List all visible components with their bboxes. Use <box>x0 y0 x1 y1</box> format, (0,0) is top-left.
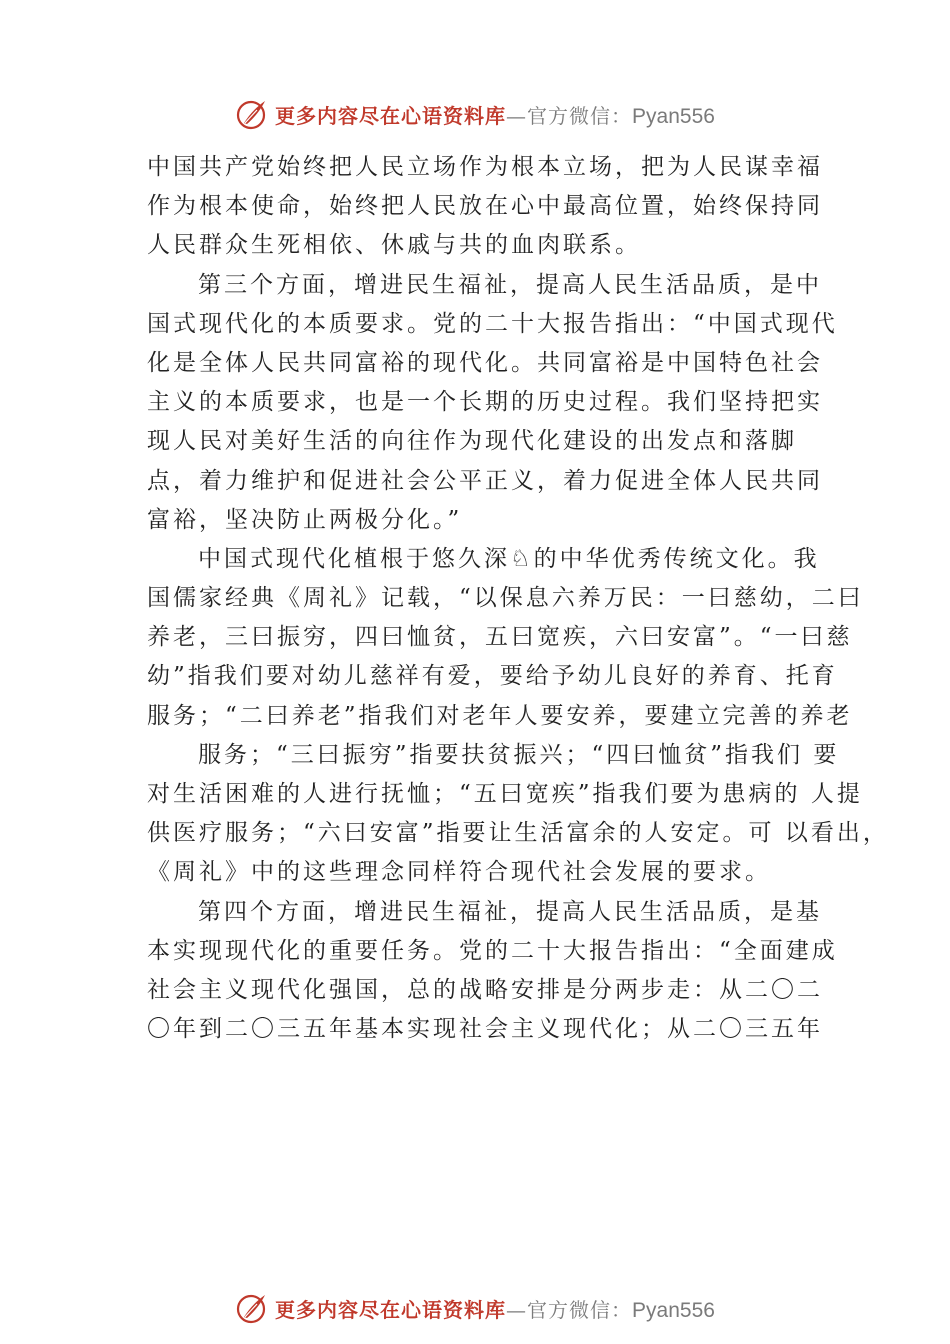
text-line: 供医疗服务；“六曰安富”指要让生活富余的人安定。可 以看出， <box>147 820 889 847</box>
text-line: 服务；“二曰养老”指我们对老年人要安养，要建立完善的养老 <box>147 702 853 729</box>
text-line: 第三个方面，增进民生福祉，提高人民生活品质，是中 <box>198 271 822 298</box>
banner-wechat-label: 官方微信： <box>527 103 633 128</box>
text-line: 第四个方面，增进民生福祉，提高人民生活品质，是基 <box>198 898 822 925</box>
text-line: 现人民对美好生活的向往作为现代化建设的出发点和落脚 <box>147 428 797 455</box>
text-line: 主义的本质要求，也是一个长期的历史过程。我们坚持把实 <box>147 389 823 416</box>
banner-separator: — <box>506 1297 528 1322</box>
text-line: 本实现现代化的重要任务。党的二十大报告指出：“全面建成 <box>147 937 838 964</box>
text-line: 中国共产党始终把人民立场作为根本立场，把为人民谋幸福 <box>147 154 823 180</box>
text-line: 国式现代化的本质要求。党的二十大报告指出：“中国式现代 <box>147 310 838 337</box>
banner-brand-text: 更多内容尽在心语资料库 <box>275 1297 507 1322</box>
text-line: 点，着力维护和促进社会公平正义，着力促进全体人民共同 <box>147 467 823 494</box>
text-line: 国儒家经典《周礼》记载，“以保息六养万民：一曰慈幼，二曰 <box>147 585 864 612</box>
quill-pen-logo-icon <box>235 97 269 131</box>
footer-banner <box>0 1286 950 1330</box>
banner-wechat-id: Pyan556 <box>632 1298 715 1322</box>
text-line: 〇年到二〇三五年基本实现社会主义现代化；从二〇三五年 <box>147 1016 823 1043</box>
banner-wechat-id: Pyan556 <box>632 104 715 128</box>
text-line: 化是全体人民共同富裕的现代化。共同富裕是中国特色社会 <box>147 349 823 376</box>
text-line: 《周礼》中的这些理念同样符合现代社会发展的要求。 <box>147 859 771 886</box>
banner-brand-text: 更多内容尽在心语资料库 <box>275 103 507 128</box>
text-line: 中国式现代化植根于悠久深♘的中华优秀传统文化。我 <box>198 545 820 572</box>
banner-wechat-label: 官方微信： <box>527 1297 633 1322</box>
text-line: 幼”指我们要对幼儿慈祥有爱，要给予幼儿良好的养育、托育 <box>147 663 838 690</box>
document-body <box>147 148 889 1049</box>
text-line: 富裕，坚决防止两极分化。” <box>147 506 463 533</box>
text-line: 社会主义现代化强国，总的战略安排是分两步走：从二〇二 <box>147 976 823 1003</box>
text-line: 人民群众生死相依、休戚与共的血肉联系。 <box>147 232 641 259</box>
text-line: 对生活困难的人进行抚恤；“五曰宽疾”指我们要为患病的 人提 <box>147 781 863 807</box>
text-line: 作为根本使命，始终把人民放在心中最高位置，始终保持同 <box>147 193 823 220</box>
header-banner <box>0 92 950 136</box>
banner-separator: — <box>506 103 528 128</box>
quill-pen-logo-icon <box>235 1291 269 1325</box>
text-line: 服务；“三曰振穷”指要扶贫振兴；“四曰恤贫”指我们 要 <box>198 741 840 768</box>
text-line: 养老，三曰振穷，四曰恤贫，五曰宽疾，六曰安富”。“一曰慈 <box>147 624 853 651</box>
